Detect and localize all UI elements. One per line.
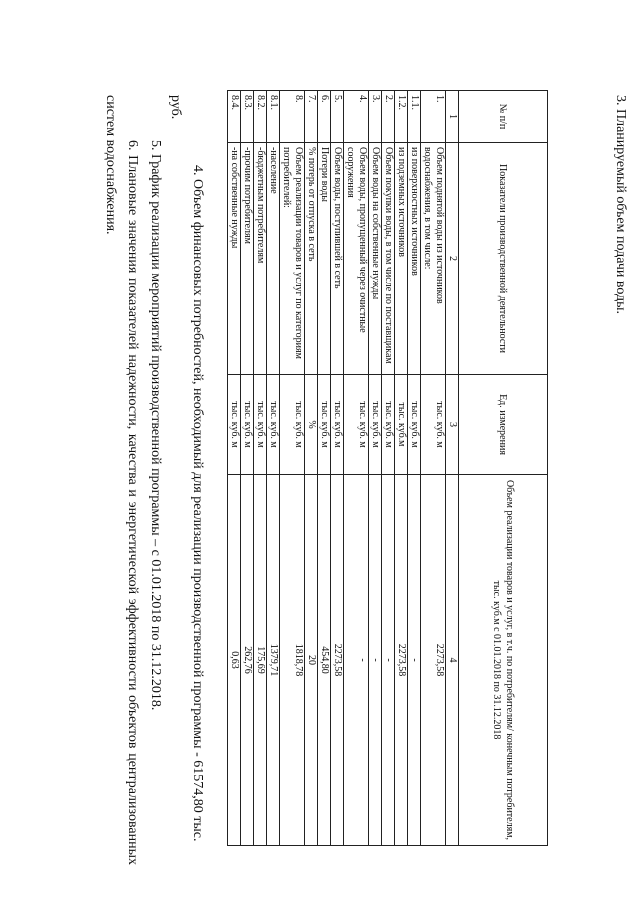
row-number: 3.: [369, 91, 382, 143]
water-supply-table: [227, 90, 548, 846]
column-index: 1: [446, 91, 459, 143]
table-row: [305, 91, 318, 846]
unit-cell: тыс. куб. м: [382, 375, 395, 475]
column-index: 2: [446, 143, 459, 375]
unit-cell: тыс. куб. м: [421, 375, 446, 475]
unit-cell: тыс. куб. м: [331, 375, 344, 475]
row-number: 4.: [344, 91, 369, 143]
row-number: 8.2.: [254, 91, 267, 143]
volume-value: 1379,71: [267, 475, 280, 846]
volume-value: -: [369, 475, 382, 846]
table-row: [318, 91, 331, 846]
row-number: 1.1.: [408, 91, 421, 143]
unit-cell: тыс. куб. м: [267, 375, 280, 475]
row-number: 8.1.: [267, 91, 280, 143]
volume-value: 262,76: [241, 475, 254, 846]
indicator-name: % потерь от отпуска в сеть: [305, 143, 318, 375]
volume-value: -: [382, 475, 395, 846]
volume-value: -: [344, 475, 369, 846]
volume-value: 2273,58: [421, 475, 446, 846]
table-row: [267, 91, 280, 846]
indicator-name: Объем реализации товаров и услуг по категориям потребителей:: [280, 143, 305, 375]
indicator-name: -на собственные нужды: [228, 143, 241, 375]
table-row: [382, 91, 395, 846]
unit-cell: тыс. куб. м: [254, 375, 267, 475]
table-row: [228, 91, 241, 846]
section-heading: 3. Планируемый объем подачи воды.: [613, 95, 628, 315]
unit-cell: тыс. куб. м: [408, 375, 421, 475]
column-index: 3: [446, 375, 459, 475]
table-row: [241, 91, 254, 846]
volume-value: 20: [305, 475, 318, 846]
indicator-name: из подземных источников: [395, 143, 408, 375]
row-number: 2.: [382, 91, 395, 143]
paragraph-financial-needs: 4. Объем финансовых потребностей, необходимый для реализации производственной программы - 61574,80 тыс. руб.: [168, 95, 205, 842]
table-row: [395, 91, 408, 846]
table-row: [369, 91, 382, 846]
indicator-name: Объем воды, пропущенный через очистные сооружения: [344, 143, 369, 375]
column-index: 4: [446, 475, 459, 846]
row-number: 1.2.: [395, 91, 408, 143]
unit-cell: тыс. куб. м: [318, 375, 331, 475]
table-row: [408, 91, 421, 846]
unit-cell: тыс. куб.м: [395, 375, 408, 475]
column-header-number: № п/п: [459, 91, 548, 143]
indicator-name: Потери воды: [318, 143, 331, 375]
indicator-name: Объем покупки воды, в том числе по поставщикам: [382, 143, 395, 375]
column-header-indicator: Показатели производственной деятельности: [459, 143, 548, 375]
volume-value: -: [408, 475, 421, 846]
row-number: 5.: [331, 91, 344, 143]
row-number: 7.: [305, 91, 318, 143]
indicator-name: Объем воды на собственные нужды: [369, 143, 382, 375]
paragraph-target-values: 6. Плановые значения показателей надежности, качества и энергетической эффективности объектов централизованных систем водоснабжения.: [103, 95, 140, 865]
indicator-name: из поверхностных источников: [408, 143, 421, 375]
row-number: 8.4.: [228, 91, 241, 143]
volume-value: 0,63: [228, 475, 241, 846]
table-row: [254, 91, 267, 846]
row-number: 1.: [421, 91, 446, 143]
volume-value: 2273,58: [331, 475, 344, 846]
column-header-volume: Объем реализации товаров и услуг, в т.ч. по потребителям/ конечным потребителям, тыс. куб.м с 01.01.2018 по 31.12.2018: [459, 475, 548, 846]
indicator-name: -прочим потребителям: [241, 143, 254, 375]
row-number: 8.: [280, 91, 305, 143]
indicator-name: -бюджетным потребителям: [254, 143, 267, 375]
volume-value: 175,69: [254, 475, 267, 846]
table-row: [331, 91, 344, 846]
table-row: [344, 91, 369, 846]
indicator-name: Объем воды, поступившей в сеть: [331, 143, 344, 375]
volume-value: 2273,58: [395, 475, 408, 846]
unit-cell: тыс. куб. м: [280, 375, 305, 475]
column-header-unit: Ед. измерения: [459, 375, 548, 475]
paragraph-schedule: 5. График реализации мероприятий производственной программы – с 01.01.2018 по 31.12.2018.: [148, 140, 163, 711]
volume-value: 454,80: [318, 475, 331, 846]
volume-value: 1818,78: [280, 475, 305, 846]
unit-cell: тыс. куб. м: [344, 375, 369, 475]
row-number: 6.: [318, 91, 331, 143]
table-body: [228, 91, 446, 846]
indicator-name: -население: [267, 143, 280, 375]
unit-cell: тыс. куб. м: [228, 375, 241, 475]
table-row: [421, 91, 446, 846]
unit-cell: тыс. куб. м: [369, 375, 382, 475]
table-row: [280, 91, 305, 846]
unit-cell: тыс. куб. м: [241, 375, 254, 475]
row-number: 8.3.: [241, 91, 254, 143]
unit-cell: %: [305, 375, 318, 475]
indicator-name: Объем поднятой воды из источников водоснабжения, в том числе:: [421, 143, 446, 375]
